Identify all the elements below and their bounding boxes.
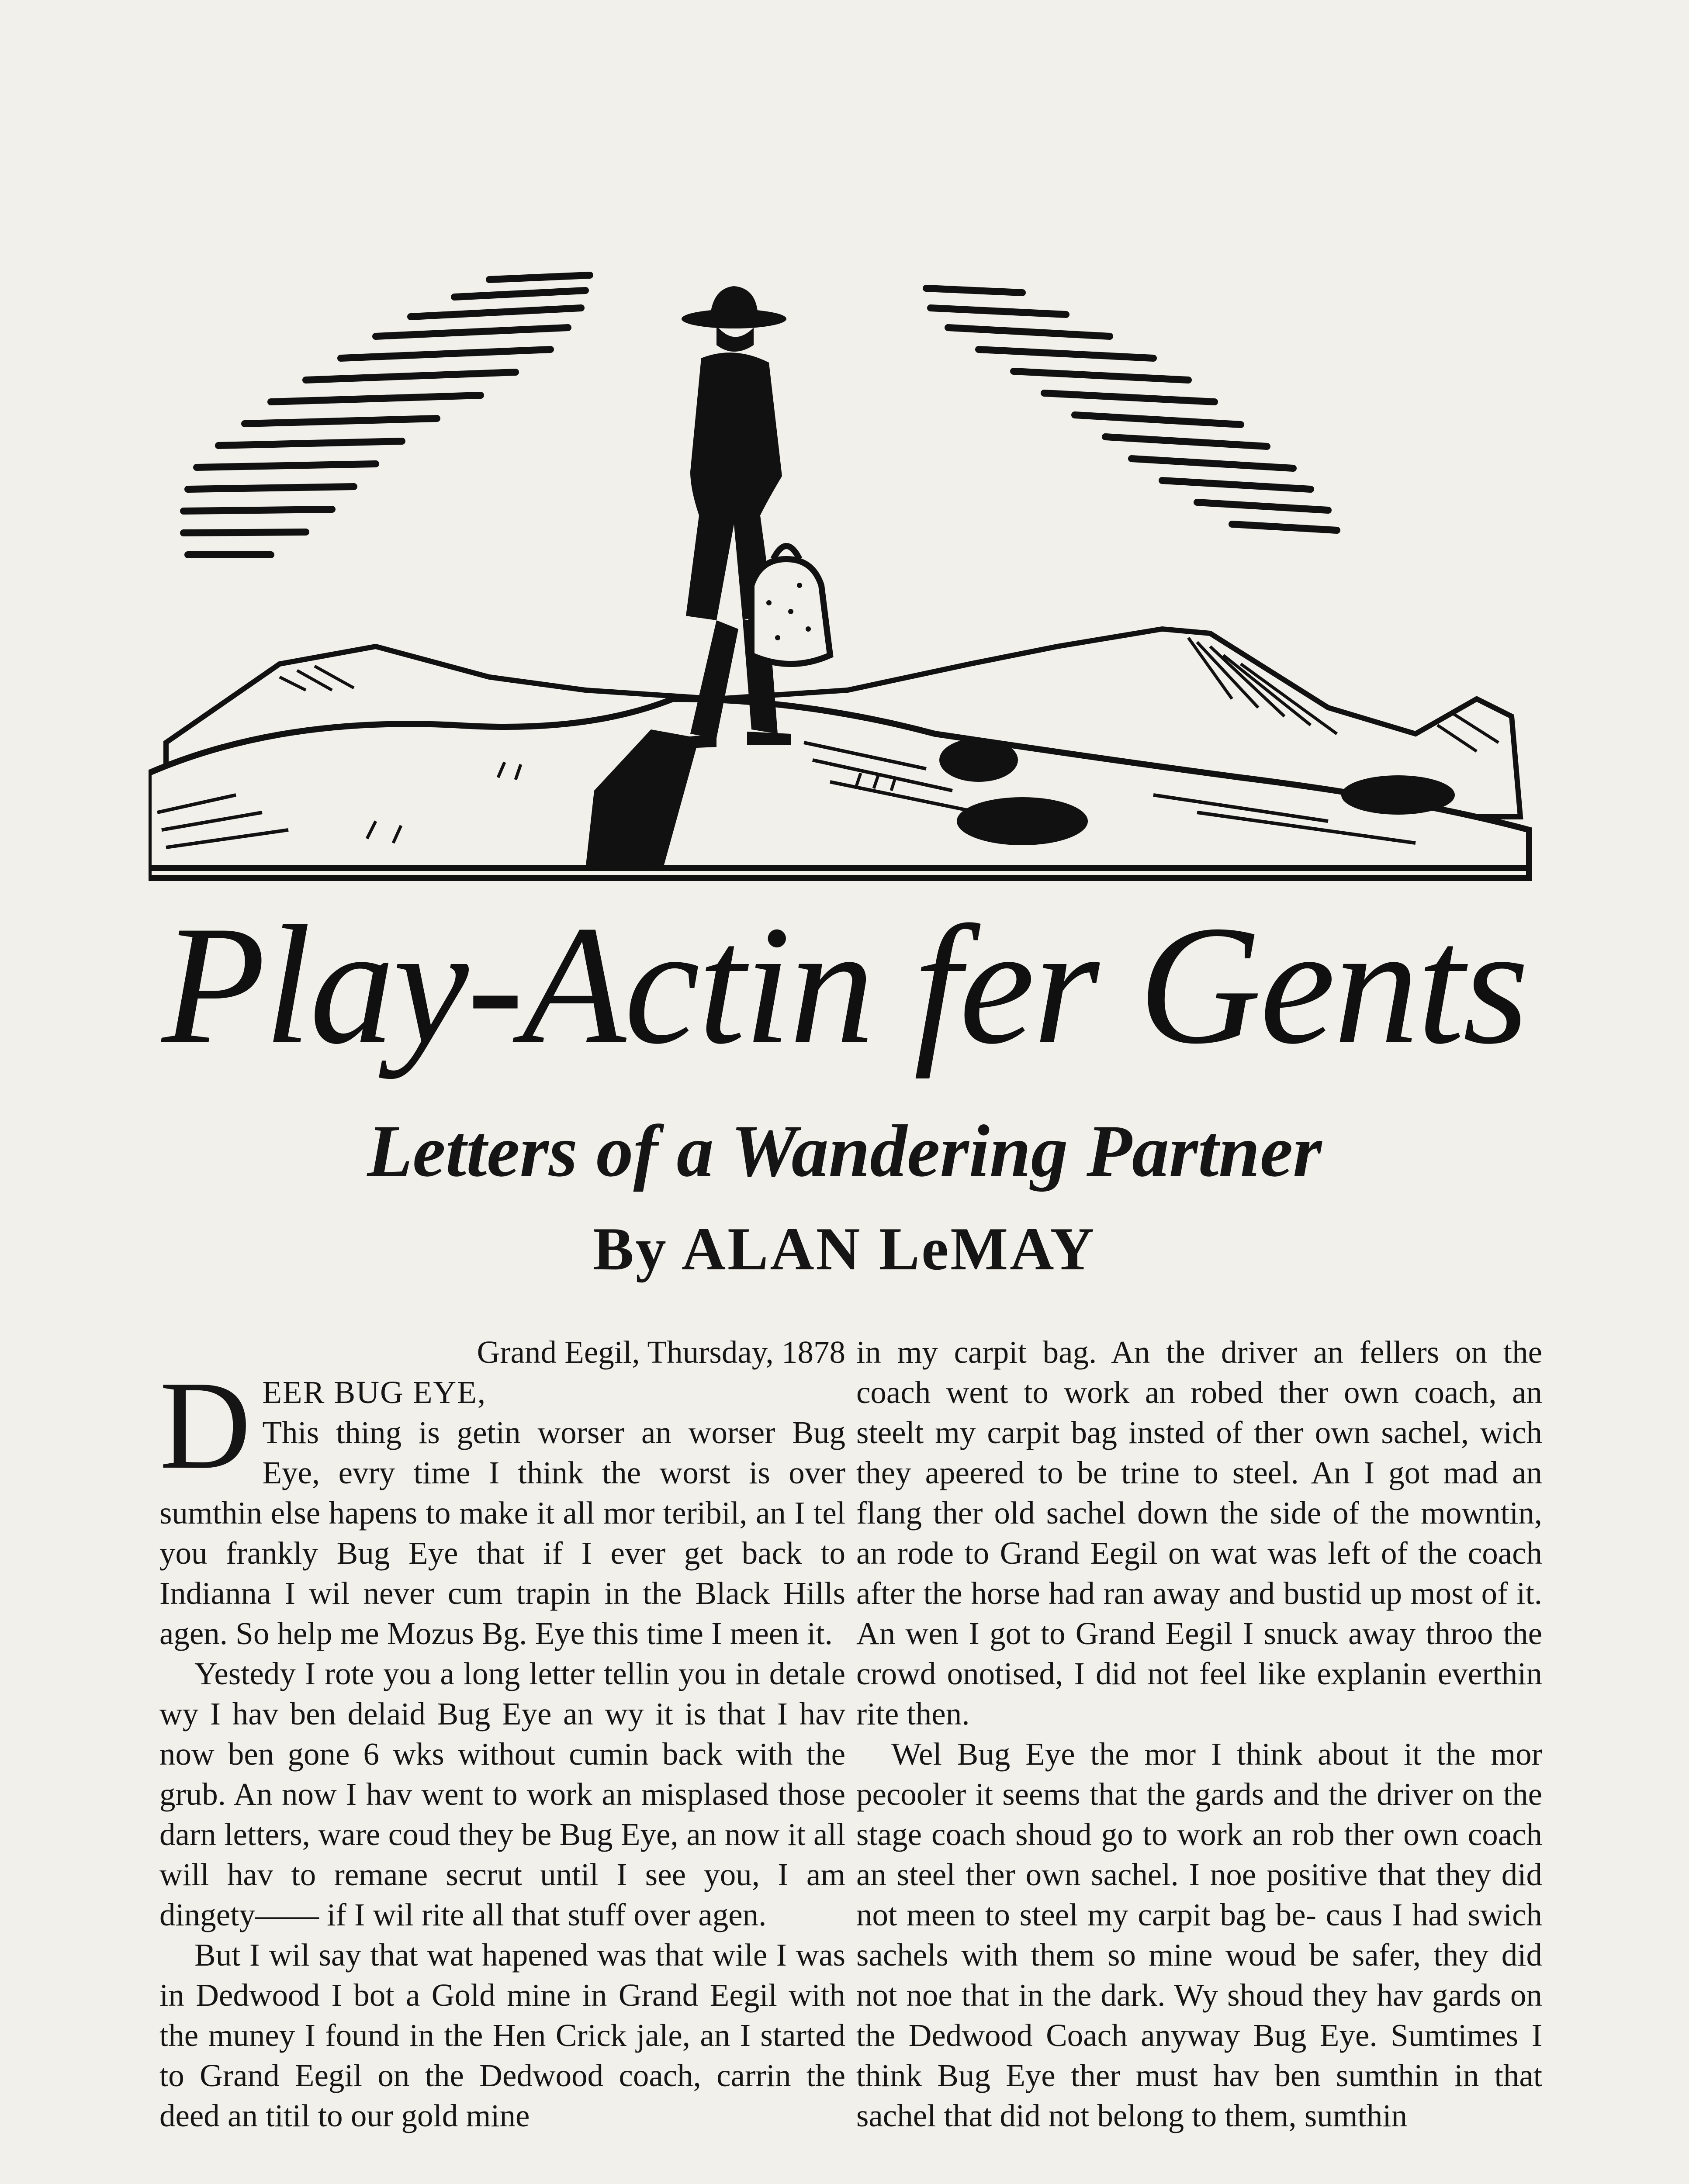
- dateline: Grand Eegil, Thursday, 1878: [477, 1334, 845, 1370]
- paragraph: This thing is getin worser an worser Bug Eye, evry time I think the worst is over sumthin else hapens to make it all mor teribil, an I tel you frankly Bug Eye that if I ever get back to Indianna I wil never cum trapin in the Black Hills agen. So help me Mozus Bg. Eye this time I meen it.: [159, 1415, 845, 1651]
- article-title: Play-Actin fer Gents: [162, 891, 1527, 1079]
- paragraph: in my carpit bag. An the driver an fellers on the coach went to work an robed ther own coach, an steelt my carpit bag insted of ther own sachel, wich they apeered to be trine to steel. An I got mad an flang ther old sachel down the side of the mowntin, an rode to Grand Eegil on wat was left of the coach after the horse had ran away and bustid up most of it. An wen I got to Grand Eegil I snuck away throo the crowd onotised, I did not feel like explanin everthin rite then.: [856, 1334, 1542, 1731]
- text-column-right: [856, 1332, 1542, 2136]
- article-subtitle: Letters of a Wandering Partner: [367, 1110, 1322, 1192]
- paragraph: Yestedy I rote you a long letter tellin you in detale wy I hav ben delaid Bug Eye an wy it is that I hav now ben gone 6 wks without cumin back with the grub. An now I hav went to work an misplased those darn letters, ware coud they be Bug Eye, an now it all will hav to remane secrut until I see you, I am dingety—— if I wil rite all that stuff over agen.: [159, 1656, 845, 1932]
- text-column-left: [159, 1332, 845, 2136]
- salutation: EER BUG EYE,: [262, 1375, 487, 1410]
- man-with-carpetbag-on-hilltop-icon: [149, 271, 1538, 882]
- letter-opening: [159, 1355, 845, 1654]
- header-illustration: [149, 271, 1538, 882]
- paragraph: But I wil say that wat hapened was that wile I was in Dedwood I bot a Gold mine in Grand Eegil with the muney I found in the Hen Crick jale, an I started to Grand Eegil on the Dedwood coach, carrin the deed an titil to our gold mine: [159, 1937, 845, 2133]
- drop-cap: D: [159, 1355, 251, 1495]
- paragraph: Wel Bug Eye the mor I think about it the mor pecooler it seems that the gards and the driver on the stage coach shoud go to work an rob ther own coach an steel ther own sachel. I noe positive that they did not meen to steel my carpit bag be- caus I had swich sachels with them so mine woud be safer, they did not noe that in the dark. Wy shoud they hav gards on the Dedwood Coach anyway Bug Eye. Sumtimes I think Bug Eye ther must hav ben sumthin in that sachel that did not belong to them, sumthin: [856, 1736, 1542, 2133]
- article-byline: By ALAN LeMAY: [593, 1215, 1096, 1283]
